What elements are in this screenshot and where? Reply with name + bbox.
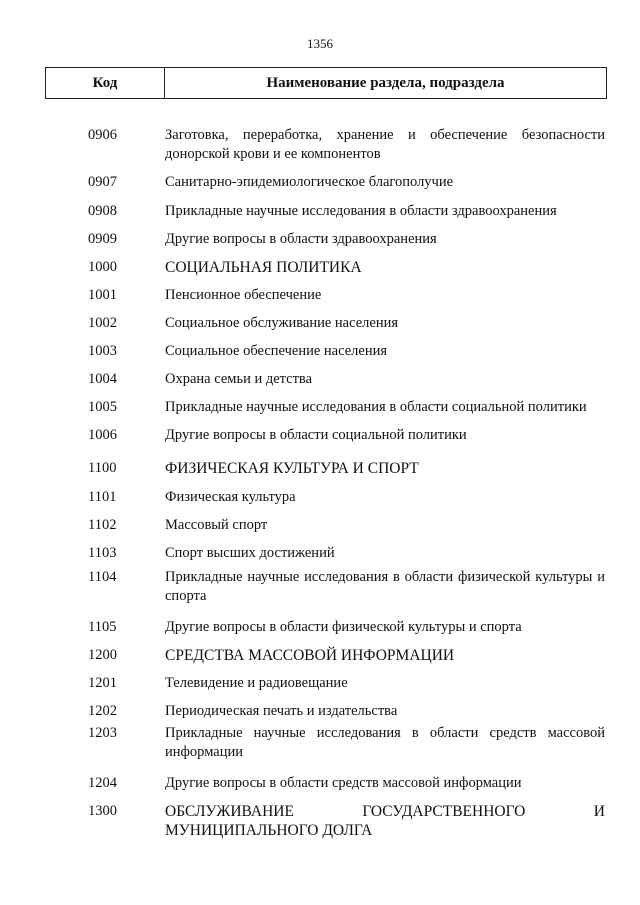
table-row bbox=[0, 702, 640, 724]
row-name: Массовый спорт bbox=[165, 517, 268, 533]
table-body bbox=[0, 126, 640, 850]
table-row bbox=[0, 286, 640, 314]
table-row bbox=[0, 488, 640, 516]
table-row bbox=[0, 544, 640, 568]
table-row bbox=[0, 674, 640, 702]
row-code: 1001 bbox=[88, 287, 117, 303]
row-name: Социальное обслуживание населения bbox=[165, 315, 399, 331]
row-code: 0909 bbox=[88, 231, 117, 247]
row-code: 1104 bbox=[88, 569, 117, 585]
row-name: Другие вопросы в области физической культуры и спорта bbox=[165, 619, 522, 635]
table-header bbox=[45, 67, 607, 99]
section-name: ФИЗИЧЕСКАЯ КУЛЬТУРА И СПОРТ bbox=[165, 460, 419, 477]
row-code: 1004 bbox=[88, 371, 117, 387]
row-name: Периодическая печать и издательства bbox=[165, 703, 398, 719]
row-code: 1200 bbox=[88, 647, 117, 663]
table-row bbox=[0, 426, 640, 459]
row-name: Пенсионное обеспечение bbox=[165, 287, 322, 303]
row-code: 0907 bbox=[88, 174, 117, 190]
row-name: Спорт высших достижений bbox=[165, 545, 335, 561]
header-name-column: Наименование раздела, подраздела bbox=[266, 74, 505, 91]
row-name: Другие вопросы в области средств массовой информации bbox=[165, 775, 522, 791]
table-row bbox=[0, 398, 640, 426]
table-row bbox=[0, 724, 640, 774]
row-name: Телевидение и радиовещание bbox=[165, 675, 348, 691]
section-name: СОЦИАЛЬНАЯ ПОЛИТИКА bbox=[165, 259, 362, 276]
table-row bbox=[0, 342, 640, 370]
section-name: ОБСЛУЖИВАНИЕ ГОСУДАРСТВЕННОГО И МУНИЦИПАЛЬНОГО ДОЛГА bbox=[165, 803, 605, 839]
row-code: 1002 bbox=[88, 315, 117, 331]
row-name: Санитарно-эпидемиологическое благополучие bbox=[165, 174, 454, 190]
row-name: Прикладные научные исследования в области здравоохранения bbox=[165, 203, 557, 219]
table-row bbox=[0, 618, 640, 646]
row-code: 1100 bbox=[88, 460, 117, 476]
table-row bbox=[0, 568, 640, 618]
table-row bbox=[0, 370, 640, 398]
table-row bbox=[0, 314, 640, 342]
row-name: Заготовка, переработка, хранение и обеспечение безопасности донорской крови и ее компонентов bbox=[165, 127, 605, 162]
table-row bbox=[0, 202, 640, 230]
row-code: 1203 bbox=[88, 725, 117, 741]
row-code: 1003 bbox=[88, 343, 117, 359]
row-name: Прикладные научные исследования в области физической культуры и спорта bbox=[165, 569, 605, 604]
row-code: 1105 bbox=[88, 619, 117, 635]
row-code: 1000 bbox=[88, 259, 117, 275]
row-code: 0906 bbox=[88, 127, 117, 143]
table-row bbox=[0, 516, 640, 544]
table-row bbox=[0, 230, 640, 258]
row-name: Социальное обеспечение населения bbox=[165, 343, 388, 359]
row-code: 0908 bbox=[88, 203, 117, 219]
row-name: Прикладные научные исследования в области социальной политики bbox=[165, 399, 587, 415]
row-code: 1204 bbox=[88, 775, 117, 791]
row-code: 1202 bbox=[88, 703, 117, 719]
section-name: СРЕДСТВА МАССОВОЙ ИНФОРМАЦИИ bbox=[165, 647, 455, 664]
row-code: 1102 bbox=[88, 517, 117, 533]
row-name: Другие вопросы в области здравоохранения bbox=[165, 231, 437, 247]
row-code: 1005 bbox=[88, 399, 117, 415]
table-row bbox=[0, 774, 640, 802]
row-code: 1300 bbox=[88, 803, 117, 819]
row-name: Физическая культура bbox=[165, 489, 296, 505]
row-name: Охрана семьи и детства bbox=[165, 371, 313, 387]
row-name: Прикладные научные исследования в области средств массовой информации bbox=[165, 725, 605, 760]
row-code: 1201 bbox=[88, 675, 117, 691]
table-row bbox=[0, 646, 640, 674]
table-row bbox=[0, 258, 640, 286]
row-code: 1103 bbox=[88, 545, 117, 561]
table-row bbox=[0, 173, 640, 202]
table-row bbox=[0, 802, 640, 850]
page-number: 1356 bbox=[307, 36, 333, 51]
row-code: 1006 bbox=[88, 427, 117, 443]
row-name: Другие вопросы в области социальной политики bbox=[165, 427, 467, 443]
row-code: 1101 bbox=[88, 489, 117, 505]
header-code-column: Код bbox=[46, 68, 165, 98]
table-row bbox=[0, 126, 640, 173]
table-row bbox=[0, 459, 640, 488]
